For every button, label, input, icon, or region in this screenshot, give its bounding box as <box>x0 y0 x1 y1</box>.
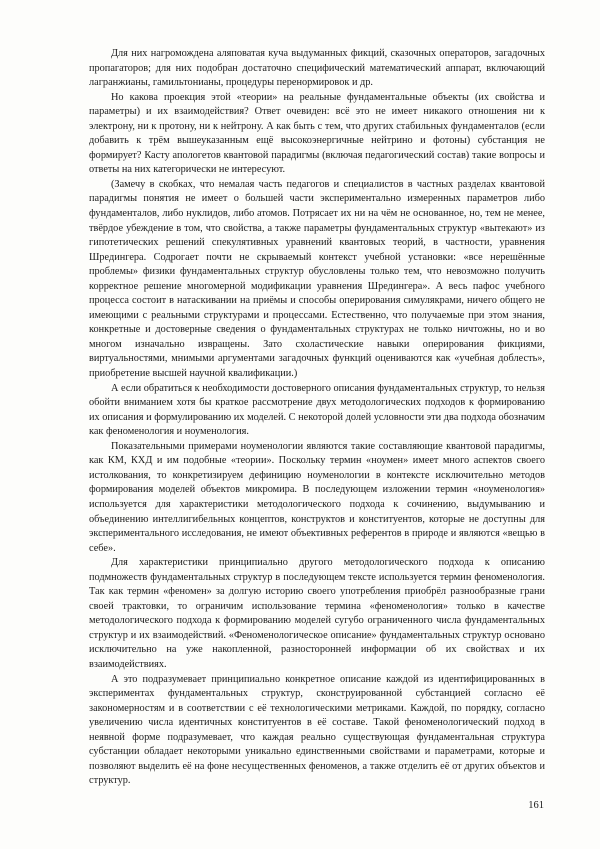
page-number: 161 <box>528 800 544 811</box>
paragraph-6: Для характеристики принципиально другого методологического подхода к описанию подмножеств фундаментальных структур в последующем тексте используется термин феноменология. Так как термин «феномен» за долгую историю своего употребления приобрёл разнообразные грани своей трактовки, то ограничим использование термина «феноменология» только в качестве методологического подхода к формированию моделей сугубо ограниченного числа фундаментальных структур и их взаимодействий. «Феноменологическое описание» фундаментальных структур основано исключительно на уже накопленной, разносторонней информации об их свойствах и их взаимодействиях. <box>89 557 545 670</box>
body-text <box>89 47 545 789</box>
paragraph-5: Показательными примерами ноуменологии являются такие составляющие квантовой парадигмы, как КМ, КХД и им подобные «теории». Поскольку термин «ноумен» имеет много аспектов своего истолкования, то конкретизируем дефиницию ноуменологии в контексте исключительно методов формирования моделей объектов микромира. В последующем изложении термин «ноуменология» используется для характеристики методологического подхода к сочинению, выдумыванию и объединению интеллигибельных концептов, конструктов и конституентов, которые не доступны для экспериментального исследования, не имеют объективных референтов в природе и являются «вещью в себе». <box>89 440 545 554</box>
paragraph-2: Но какова проекция этой «теории» на реальные фундаментальные объекты (их свойства и параметры) и их взаимодействия? Ответ очевиден: всё это не имеет никакого отношения ни к электрону, ни к протону, ни к нейтрону. А как быть с тем, что других стабильных фундаменталов (если добавить к трём вышеуказанным ещё высокоэнергичные нейтрино и фотоны) субстанция не формирует? Касту апологетов квантовой парадигмы (включая педагогический состав) такие вопросы и ответы на них категорически не интересуют. <box>89 91 545 176</box>
paragraph-3: (Замечу в скобках, что немалая часть педагогов и специалистов в частных разделах квантовой парадигмы понятия не имеет о большей части экспериментально измеренных параметров либо фундаменталов, либо нуклидов, либо атомов. Потрясает их ни на чём не основанное, но, тем не менее, твёрдое убеждение в том, что свойства, а также параметры фундаментальных структур «вытекают» из гипотетических решений спекулятивных уравнений квантовых теорий, в частности, уравнения Шредингера. Содрогает почти не скрываемый контекст учебной установки: «все нерешённые проблемы» физики фундаментальных структур обусловлены только тем, что невозможно получить корректное решение многомерной модификации уравнения Шредингера». А весь пафос учебного процесса состоит в натаскивании на приёмы и способы оперирования симулякрами, ничего общего не имеющими с реальными структурами и процессами. Естественно, что получаемые при этом знания, конкретные и достоверные сведения о фундаментальных структурах не только ничтожны, но и во многом изначально извращены. Зато схоластические навыки оперирования фикциями, виртуальностями, мнимыми аргументами загадочных функций оцениваются как «учебная доблесть», приобретение высшей научной квалификации.) <box>89 178 545 380</box>
paragraph-4: А если обратиться к необходимости достоверного описания фундаментальных структур, то нельзя обойти вниманием хотя бы краткое рассмотрение двух методологических подходов к формированию их описания и формулированию их моделей. С некоторой долей условности эти два подхода обозначим как феноменология и ноуменология. <box>89 382 545 438</box>
paragraph-1: Для них нагромождена аляповатая куча выдуманных фикций, сказочных операторов, загадочных пропагаторов; для них подобран достаточно специфический математический аппарат, включающий лагранжианы, гамильтонианы, процедуры перенормировок и др. <box>89 48 545 89</box>
paragraph-7: А это подразумевает принципиально конкретное описание каждой из идентифицированных в экспериментах фундаментальных структур, сконструированной субстанцией согласно её закономерностям и в соответствии с её технологическими метриками. Каждой, по порядку, согласно увеличению числа идентичных конституентов в её составе. Такой феноменологический подход в неявной форме подразумевает, что каждая реально существующая фундаментальная структура субстанции обладает некоторыми уникально единственными свойствами и параметрами, которые и позволяют выделить её на фоне несущественных феноменов, а также отделить её от других объектов и структур. <box>89 673 545 787</box>
